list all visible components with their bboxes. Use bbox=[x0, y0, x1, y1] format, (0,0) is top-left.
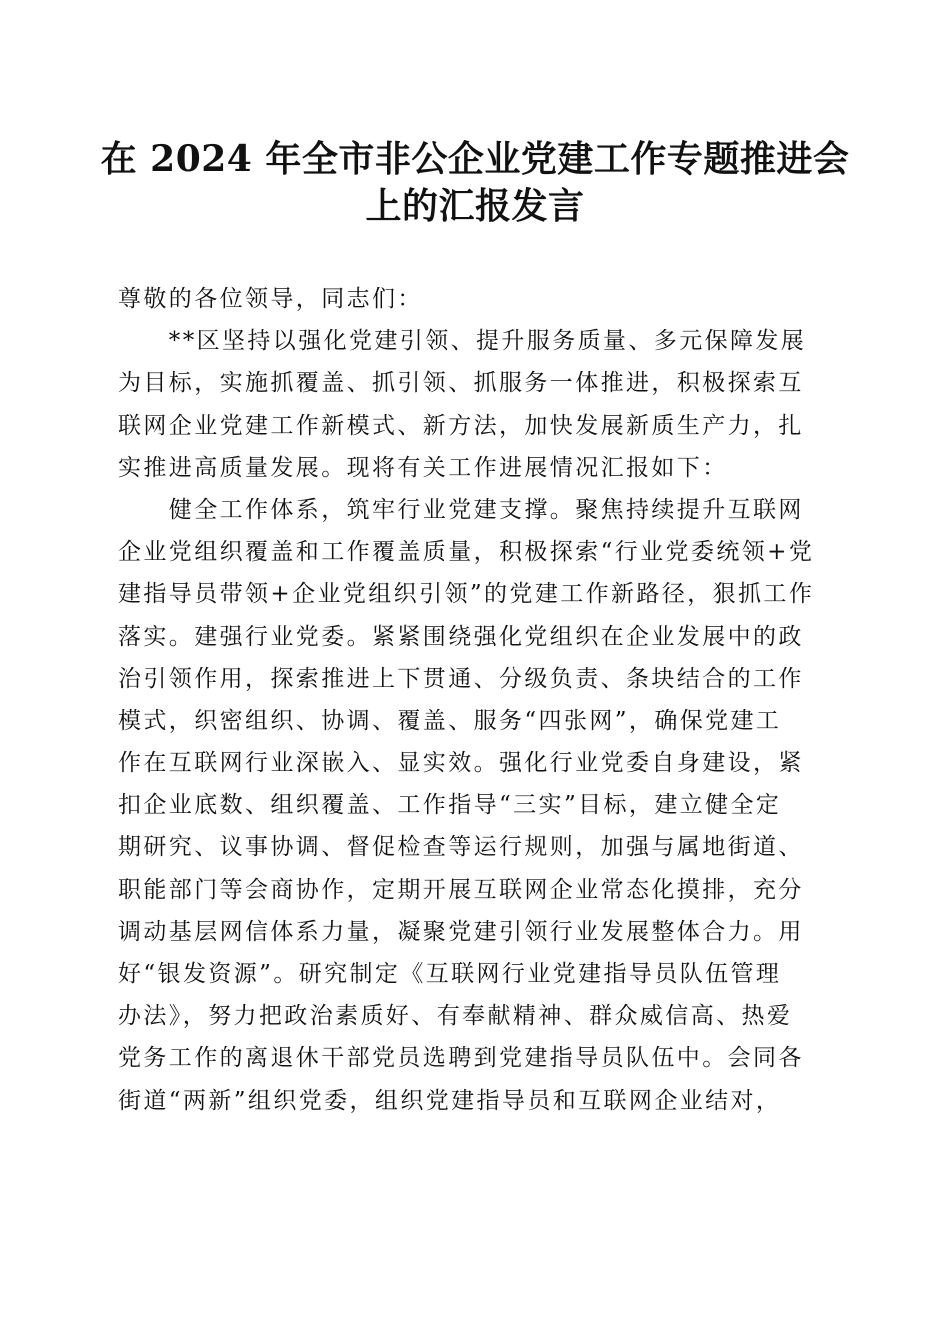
body-line: 为目标，实施抓覆盖、抓引领、抓服务一体推进，积极探索互 bbox=[118, 370, 804, 397]
body-line: 联网企业党建工作新模式、新方法，加快发展新质生产力，扎 bbox=[118, 412, 804, 439]
title-line-1: 在 2024 年全市非公企业党建工作专题推进会 bbox=[100, 138, 850, 180]
document-body bbox=[118, 278, 833, 1122]
body-line: 尊敬的各位领导，同志们： bbox=[118, 286, 423, 312]
body-line: 健全工作体系，筑牢行业党建支撑。聚焦持续提升互联网 bbox=[118, 496, 804, 523]
body-line: 落实。建强行业党委。紧紧围绕强化党组织在企业发展中的政 bbox=[118, 623, 804, 650]
body-line: 职能部门等会商协作，定期开展互联网企业常态化摸排，充分 bbox=[118, 876, 804, 903]
body-line: 街道“两新”组织党委，组织党建指导员和互联网企业结对， bbox=[118, 1087, 782, 1114]
body-line: 治引领作用，探索推进上下贯通、分级负责、条块结合的工作 bbox=[118, 665, 804, 692]
body-line: 作在互联网行业深嵌入、显实效。强化行业党委自身建设，紧 bbox=[118, 750, 804, 777]
body-line: 好“银发资源”。研究制定《互联网行业党建指导员队伍管理 bbox=[118, 961, 782, 987]
body-line: 党务工作的离退休干部党员选聘到党建指导员队伍中。会同各 bbox=[118, 1045, 804, 1072]
body-line: 办法》，努力把政治素质好、有奉献精神、群众威信高、热爱 bbox=[118, 1003, 793, 1030]
body-line: 期研究、议事协调、督促检查等运行规则，加强与属地街道、 bbox=[118, 834, 804, 861]
body-line: 企业党组织覆盖和工作覆盖质量，积极探索“行业党委统领+党 bbox=[118, 539, 815, 566]
body-line: 建指导员带领+企业党组织引领”的党建工作新路径，狠抓工作 bbox=[118, 581, 815, 608]
document-title bbox=[100, 136, 850, 230]
body-line: 实推进高质量发展。现将有关工作进展情况汇报如下： bbox=[118, 454, 728, 481]
title-line-2: 上的汇报发言 bbox=[365, 185, 585, 227]
body-line: 调动基层网信体系力量，凝聚党建引领行业发展整体合力。用 bbox=[118, 918, 804, 945]
body-line: 模式，织密组织、协调、覆盖、服务“四张网”，确保党建工 bbox=[118, 707, 782, 734]
body-line: 扣企业底数、组织覆盖、工作指导“三实”目标，建立健全定 bbox=[118, 792, 782, 819]
body-line: **区坚持以强化党建引领、提升服务质量、多元保障发展 bbox=[118, 328, 807, 355]
